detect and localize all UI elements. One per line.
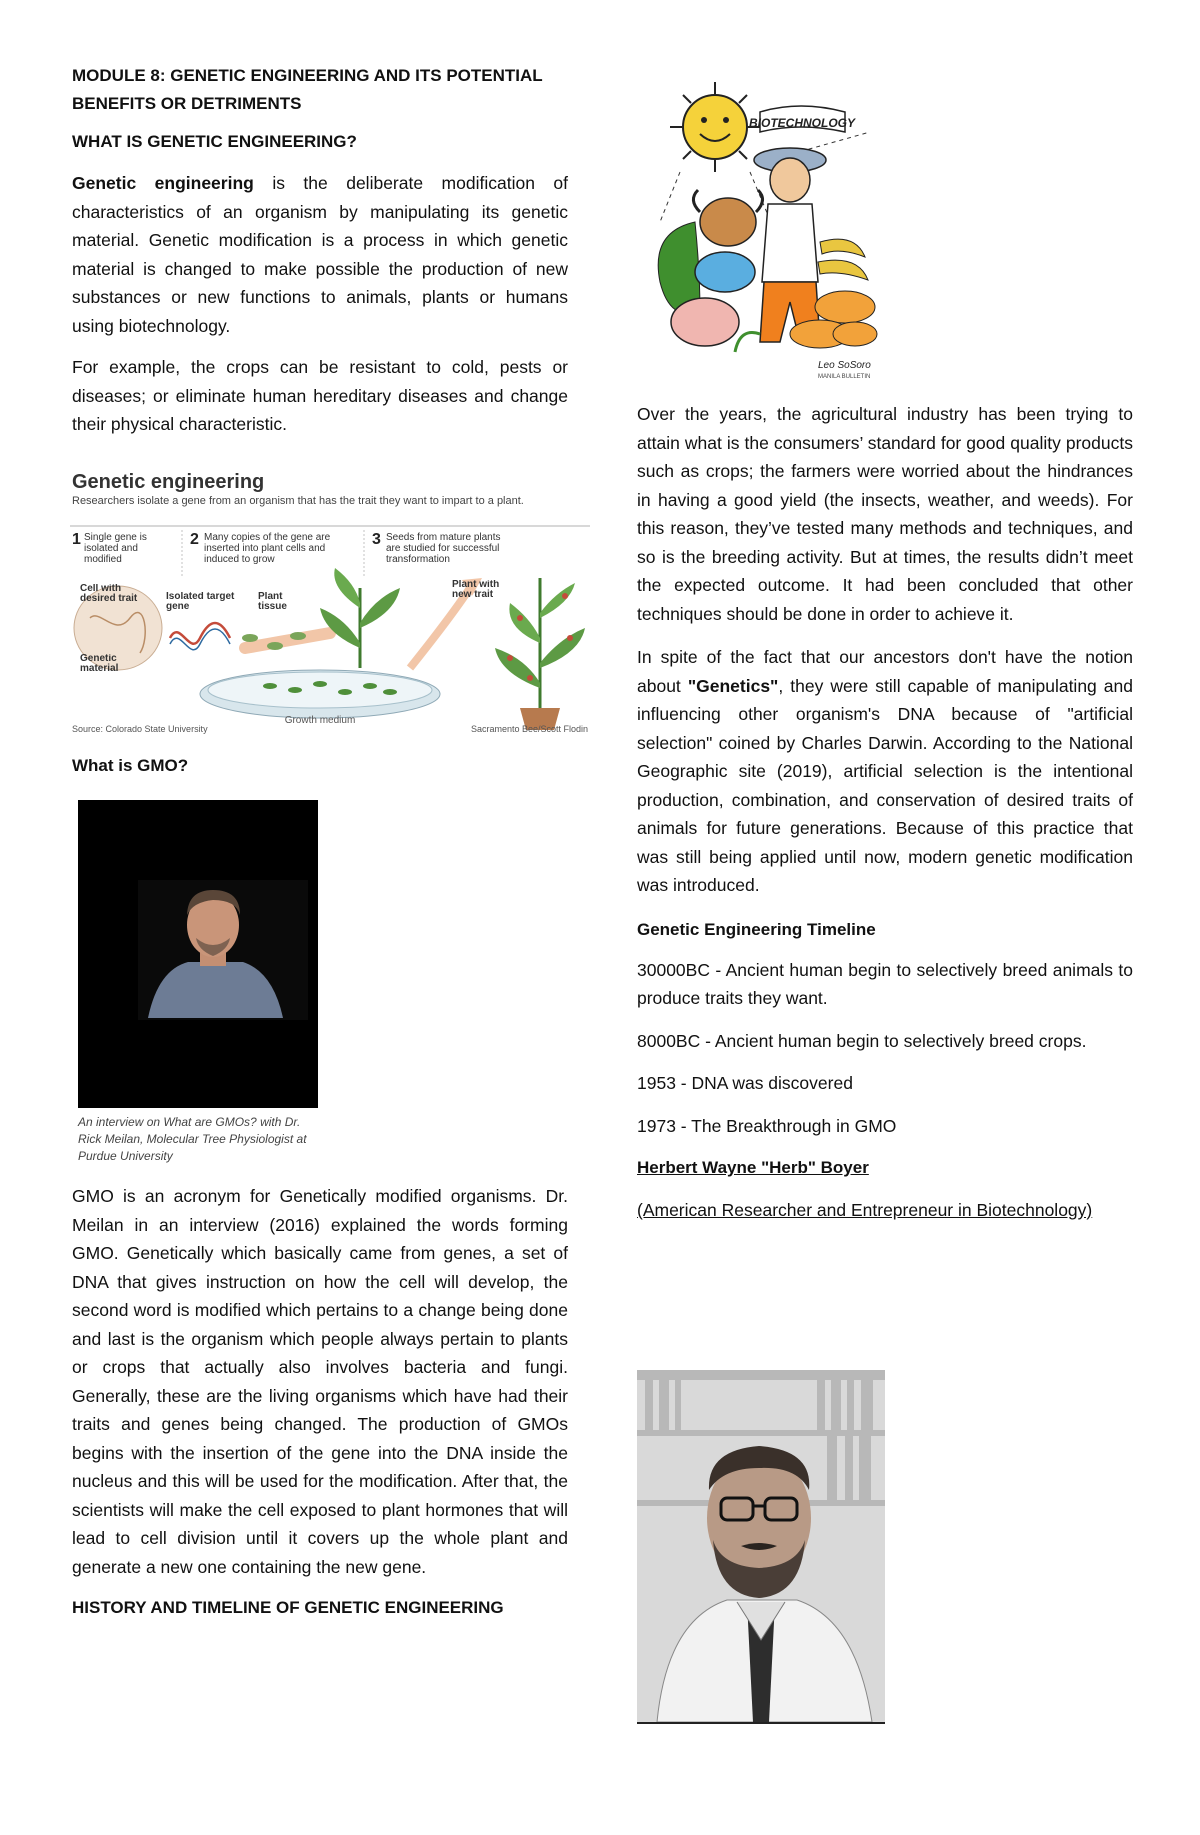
ancestors-paragraph bbox=[637, 643, 1133, 900]
step2-number: 2 bbox=[190, 531, 199, 548]
boyer-name: Herbert Wayne "Herb" Boyer bbox=[637, 1158, 869, 1177]
step1-number: 1 bbox=[72, 531, 81, 548]
video-player[interactable] bbox=[78, 800, 318, 1108]
banner-text: BIOTECHNOLOGY bbox=[748, 116, 856, 130]
what-is-ge-heading: WHAT IS GENETIC ENGINEERING? bbox=[72, 132, 357, 151]
timeline-item: 30000BC - Ancient human begin to selectively breed animals to produce traits they want. bbox=[637, 959, 1133, 1008]
timeline-item: 1953 - DNA was discovered bbox=[637, 1073, 853, 1093]
agri-paragraph: Over the years, the agricultural industry has been trying to attain what is the consumers’ standard for good quality products such as crops; the farmers were worried about the hindrances in having a good yield (the insects, weather, and weeds). For this reason, they’ve tested many methods and techniques, and so is the breeding activity. But at times, the results didn’t meet the expected outcome. It had been concluded that other techniques should be done in order to achieve it. bbox=[637, 404, 1133, 624]
label-cell: Cell with desired trait bbox=[80, 584, 138, 604]
boyer-portrait bbox=[637, 1370, 885, 1724]
genetic-engineering-diagram bbox=[70, 468, 590, 738]
cartoon-publisher: MANILA BULLETIN bbox=[818, 374, 871, 380]
left-column-lower bbox=[72, 1182, 568, 1622]
portrait-svg bbox=[637, 1370, 885, 1722]
step3-label: Seeds from mature plants are studied for successful transformation bbox=[386, 532, 501, 565]
ancestors-part2: , they were still capable of manipulating and influencing other organism's DNA because of "artificial selection" coined by Charles Darwin. According to the National Geographic site (2019), artificial selection is the intentional production, combination, and conservation of desired traits of animals for future generations. Because of this practice that was still being applied until now, modern genetic modification was introduced. bbox=[637, 675, 1134, 895]
pig bbox=[671, 298, 739, 346]
growth-medium bbox=[208, 672, 432, 708]
biotech-cartoon bbox=[640, 72, 880, 382]
history-heading: HISTORY AND TIMELINE OF GENETIC ENGINEERING bbox=[72, 1598, 504, 1617]
diagram-subtitle: Researchers isolate a gene from an organism that has the trait they want to impart to a plant. bbox=[72, 495, 524, 507]
ge-example: For example, the crops can be resistant to cold, pests or diseases; or eliminate human hereditary diseases and change their physical characteristic. bbox=[72, 357, 568, 434]
young-plant bbox=[320, 568, 400, 668]
timeline-item: 1973 - The Breakthrough in GMO bbox=[637, 1115, 897, 1136]
arrow-1 bbox=[245, 633, 330, 648]
source-left: Source: Colorado State University bbox=[72, 724, 208, 734]
farmer-face bbox=[770, 158, 810, 202]
ancestors-genetics: "Genetics" bbox=[687, 675, 779, 696]
cartoon-svg bbox=[640, 72, 880, 382]
ancestors-part1: In spite of the fact that our ancestors don't have the notion about bbox=[637, 647, 1133, 696]
bananas bbox=[818, 239, 868, 280]
ge-definition-term: Genetic engineering bbox=[72, 173, 254, 193]
step3-number: 3 bbox=[372, 531, 381, 548]
carabao bbox=[700, 198, 756, 246]
target-gene bbox=[170, 623, 230, 644]
label-genetic: Genetic material bbox=[80, 654, 119, 674]
ge-definition bbox=[72, 169, 568, 340]
gmo-paragraph: GMO is an acronym for Genetically modified organisms. Dr. Meilan in an interview (2016) explained the words forming GMO. Genetically which basically came from genes, a set of DNA that gives instruction on how the cell will develop, the second word is modified which pertains to a change being done and last is the organism which people always pertain to plants or crops that actually also involves bacteria and fungi. Generally, these are the living organisms which have had their traits and genes being changed. The production of GMOs begins with the insertion of the gene into the DNA inside the nucleus and this will be used for the modification. After that, the scientists will make the cell exposed to plant hormones that will lead to cell division until it covers up the whole plant and generate a new one containing the new gene. bbox=[72, 1186, 568, 1577]
video-frame bbox=[78, 800, 318, 1108]
module-title: MODULE 8: GENETIC ENGINEERING AND ITS POTENTIAL BENEFITS OR DETRIMENTS bbox=[72, 66, 543, 113]
right-column bbox=[637, 400, 1133, 1225]
ge-definition-text: is the deliberate modification of characteristics of an organism by manipulating its genetic material. Genetic modification is a process in which genetic material is changed to make possible the production of new substances or new functions to animals, plants or humans using biotechnology. bbox=[72, 173, 568, 336]
source-right: Sacramento Bee/Scott Flodin bbox=[470, 724, 588, 734]
video-caption: An interview on What are GMOs? with Dr. Rick Meilan, Molecular Tree Physiologist at Purdue University bbox=[78, 1115, 307, 1163]
diagram-svg bbox=[70, 468, 590, 738]
label-growth: Growth medium bbox=[284, 715, 356, 726]
label-isolated: Isolated target gene bbox=[166, 592, 235, 612]
what-is-gmo-heading: What is GMO? bbox=[72, 756, 189, 775]
farmer-shirt bbox=[762, 204, 818, 282]
label-tissue: Plant tissue bbox=[258, 592, 287, 612]
step2-label: Many copies of the gene are inserted into plant cells and induced to grow bbox=[204, 532, 331, 565]
diagram-title: Genetic engineering bbox=[72, 471, 265, 493]
sun bbox=[683, 95, 747, 159]
left-column bbox=[72, 62, 568, 439]
fish bbox=[695, 252, 755, 292]
cartoon-signature: Leo SoSoro bbox=[818, 360, 871, 371]
timeline-item: 8000BC - Ancient human begin to selectively breed crops. bbox=[637, 1030, 1087, 1051]
step1-label: Single gene is isolated and modified bbox=[84, 532, 147, 565]
timeline-heading: Genetic Engineering Timeline bbox=[637, 919, 876, 939]
mature-plant bbox=[495, 578, 585, 730]
label-new-trait: Plant with new trait bbox=[452, 580, 500, 600]
boyer-role: (American Researcher and Entrepreneur in Biotechnology) bbox=[637, 1200, 1093, 1220]
